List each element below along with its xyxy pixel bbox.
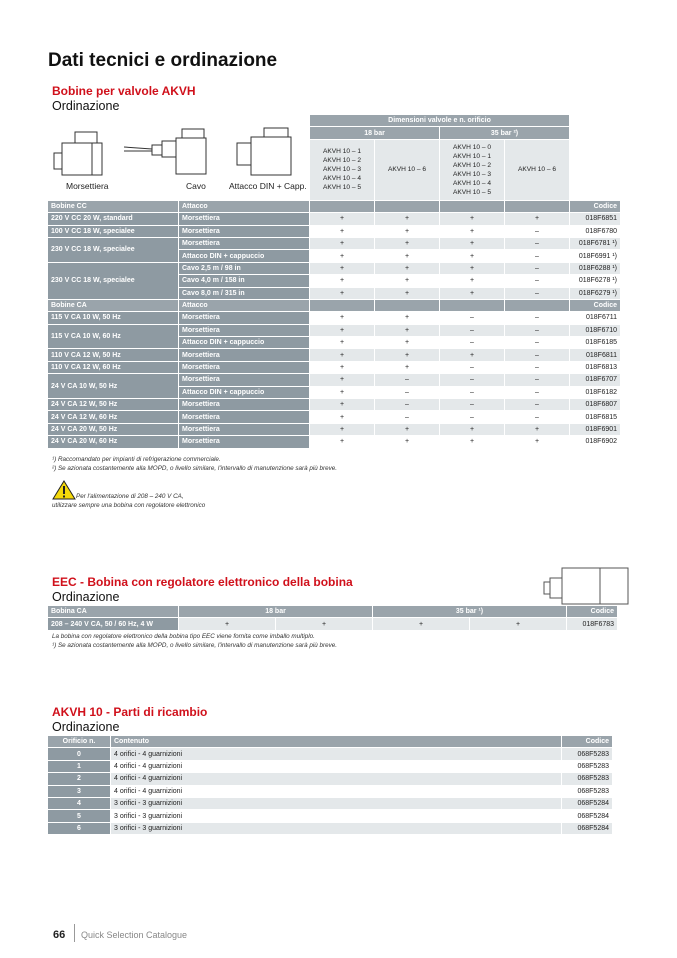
connection-type: Morsettiera	[179, 325, 309, 336]
header-attacco: Attacco	[179, 201, 309, 212]
availability-cell: +	[375, 250, 439, 261]
availability-cell: –	[505, 226, 569, 237]
availability-cell: +	[440, 349, 504, 360]
footnote-2: ²) Se azionata costantemente alla MOPD, o livello similare, l'intervallo di manutenzione sarà più breve.	[52, 465, 338, 472]
availability-cell: –	[440, 362, 504, 373]
connection-type: Morsettiera	[179, 436, 309, 447]
availability-cell: +	[310, 263, 374, 274]
availability-cell: –	[505, 411, 569, 422]
footer-divider	[74, 924, 75, 942]
coil-label: 230 V CC 18 W, specialee	[48, 263, 178, 299]
table-row	[48, 226, 620, 237]
availability-cell: +	[440, 238, 504, 249]
code-cell: 068F5283	[562, 748, 612, 759]
availability-cell: +	[440, 288, 504, 299]
availability-cell: +	[505, 436, 569, 447]
image-caption-morsettiera: Morsettiera	[66, 181, 109, 191]
availability-cell: +	[310, 226, 374, 237]
connection-type: Morsettiera	[179, 349, 309, 360]
coil-label: 115 V CA 10 W, 60 Hz	[48, 325, 178, 349]
code-cell: 018F6811	[570, 349, 620, 360]
footer-title: Quick Selection Catalogue	[81, 930, 188, 940]
availability-cell: +	[310, 238, 374, 249]
availability-cell: –	[440, 387, 504, 398]
code-cell: 018F6780	[570, 226, 620, 237]
availability-cell: –	[505, 362, 569, 373]
valve-sizes-18-b: AKVH 10 – 6	[375, 140, 439, 200]
code-cell: 018F6902	[570, 436, 620, 447]
orifice-number: 5	[48, 810, 110, 821]
availability-cell: –	[505, 374, 569, 385]
connection-type: Morsettiera	[179, 374, 309, 385]
footnotes-coils	[52, 455, 337, 473]
connection-type: Morsettiera	[179, 226, 309, 237]
header-empty	[310, 300, 374, 311]
availability-cell: –	[375, 374, 439, 385]
availability-cell: +	[310, 275, 374, 286]
availability-cell: +	[375, 238, 439, 249]
connection-type: Morsettiera	[179, 213, 309, 224]
code-cell: 018F6901	[570, 424, 620, 435]
content-cell: 4 orifici - 4 guarnizioni	[111, 773, 561, 784]
coil-label: 110 V CA 12 W, 60 Hz	[48, 362, 178, 373]
header-35-bar: 35 bar ²)	[440, 127, 569, 138]
code-cell: 018F6807	[570, 399, 620, 410]
code-cell: 068F5283	[562, 786, 612, 797]
code-cell: 018F6851	[570, 213, 620, 224]
header-orificio: Orificio n.	[48, 736, 110, 747]
image-caption-cavo: Cavo	[186, 181, 206, 191]
header-empty	[505, 300, 569, 311]
availability-cell: +	[440, 275, 504, 286]
availability-cell: –	[440, 312, 504, 323]
coil-label: 230 V CC 18 W, specialee	[48, 238, 178, 262]
availability-cell: –	[505, 349, 569, 360]
header-codice: Codice	[570, 201, 620, 212]
table-row	[48, 325, 620, 336]
table-row	[48, 786, 612, 797]
code-cell: 018F6707	[570, 374, 620, 385]
header-empty	[505, 201, 569, 212]
availability-cell: –	[375, 411, 439, 422]
table-row	[48, 213, 620, 224]
availability-cell: +	[440, 424, 504, 435]
availability-cell: +	[375, 263, 439, 274]
coil-label: 24 V CA 20 W, 50 Hz	[48, 424, 178, 435]
availability-cell: +	[310, 288, 374, 299]
availability-cell: +	[310, 374, 374, 385]
availability-cell: +	[310, 349, 374, 360]
image-caption-din: Attacco DIN + Capp.	[229, 181, 307, 191]
section-title-eec: EEC - Bobina con regolatore elettronico della bobina	[52, 575, 353, 589]
content-cell: 4 orifici - 4 guarnizioni	[111, 748, 561, 759]
valve-sizes-18-a: AKVH 10 – 1 AKVH 10 – 2 AKVH 10 – 3 AKVH 10 – 4 AKVH 10 – 5	[310, 140, 374, 200]
availability-cell: +	[375, 337, 439, 348]
warning-text-2: utilizzare sempre una bobina con regolatore elettronico	[52, 502, 206, 509]
note-2: ¹) Se azionata costantemente alla MOPD, o livello similare, l'intervallo di manutenzione sarà più breve.	[52, 642, 338, 649]
availability-cell: –	[505, 250, 569, 261]
connection-type: Morsettiera	[179, 312, 309, 323]
availability-cell: +	[310, 337, 374, 348]
code-cell: 068F5284	[562, 810, 612, 821]
connection-type: Cavo 2,5 m / 98 in	[179, 263, 309, 274]
table-row	[48, 773, 612, 784]
header-bobina-ca: Bobina CA	[48, 606, 178, 617]
note-1: La bobina con regolatore elettronico della bobina tipo EEC viene fornita come imballo multiplo.	[52, 633, 315, 640]
group-header-row	[48, 201, 620, 212]
header-codice: Codice	[570, 300, 620, 311]
coil-label: 24 V CA 20 W, 60 Hz	[48, 436, 178, 447]
orifice-number: 0	[48, 748, 110, 759]
warning-text-1: Per l'alimentazione di 208 – 240 V CA,	[76, 493, 184, 500]
table-row	[48, 618, 617, 629]
header-18-bar: 18 bar	[310, 127, 439, 138]
availability-cell: +	[375, 349, 439, 360]
coil-label: 110 V CA 12 W, 50 Hz	[48, 349, 178, 360]
orifice-number: 2	[48, 773, 110, 784]
valve-sizes-35-a: AKVH 10 – 0 AKVH 10 – 1 AKVH 10 – 2 AKVH 10 – 3 AKVH 10 – 4 AKVH 10 – 5	[440, 140, 504, 200]
content-cell: 4 orifici - 4 guarnizioni	[111, 786, 561, 797]
table-row	[48, 436, 620, 447]
cell-value: +	[470, 618, 566, 629]
content-cell: 3 orifici - 3 guarnizioni	[111, 798, 561, 809]
cell-value: +	[276, 618, 372, 629]
header-coil-type: Bobine CC	[48, 201, 178, 212]
availability-cell: –	[375, 387, 439, 398]
availability-cell: +	[310, 213, 374, 224]
availability-cell: +	[310, 325, 374, 336]
availability-cell: +	[505, 424, 569, 435]
availability-cell: +	[310, 436, 374, 447]
coil-illustrations	[52, 125, 302, 180]
availability-cell: –	[440, 325, 504, 336]
connection-type: Cavo 4,0 m / 158 in	[179, 275, 309, 286]
table-row	[48, 312, 620, 323]
availability-cell: –	[505, 263, 569, 274]
availability-cell: +	[375, 213, 439, 224]
orifice-number: 4	[48, 798, 110, 809]
availability-cell: –	[375, 399, 439, 410]
section-title-spare-parts: AKVH 10 - Parti di ricambio	[52, 705, 208, 719]
code-cell: 018F6710	[570, 325, 620, 336]
code-cell: 018F6279 ¹)	[570, 288, 620, 299]
section-subtitle: Ordinazione	[52, 99, 120, 113]
connection-type: Morsettiera	[179, 399, 309, 410]
availability-cell: –	[440, 374, 504, 385]
coil-label: 220 V CC 20 W, standard	[48, 213, 178, 224]
footnote-1: ¹) Raccomandato per impianti di refrigerazione commerciale.	[52, 456, 221, 463]
code-cell: 068F5284	[562, 798, 612, 809]
header-empty	[310, 201, 374, 212]
table-row	[48, 761, 612, 772]
code-cell: 018F6813	[570, 362, 620, 373]
availability-cell: +	[310, 362, 374, 373]
connection-type: Attacco DIN + cappuccio	[179, 337, 309, 348]
header-codice: Codice	[567, 606, 617, 617]
availability-cell: +	[310, 411, 374, 422]
availability-cell: +	[440, 250, 504, 261]
valve-sizes-35-b: AKVH 10 – 6	[505, 140, 569, 200]
table-row	[48, 810, 612, 821]
content-cell: 3 orifici - 3 guarnizioni	[111, 810, 561, 821]
cell-code: 018F6783	[567, 618, 617, 629]
table-row	[48, 424, 620, 435]
availability-cell: –	[440, 399, 504, 410]
header-18-bar: 18 bar	[179, 606, 372, 617]
availability-cell: +	[375, 226, 439, 237]
availability-cell: +	[375, 312, 439, 323]
header-attacco: Attacco	[179, 300, 309, 311]
connection-type: Morsettiera	[179, 362, 309, 373]
table-row	[48, 823, 612, 834]
connection-type: Morsettiera	[179, 424, 309, 435]
cell-value: +	[179, 618, 275, 629]
table-row	[48, 238, 620, 249]
coil-label: 24 V CA 12 W, 50 Hz	[48, 399, 178, 410]
code-cell: 018F6711	[570, 312, 620, 323]
header-empty	[375, 201, 439, 212]
connection-type: Morsettiera	[179, 411, 309, 422]
dimensions-header: Dimensioni valvole e n. orificio	[310, 115, 569, 126]
availability-cell: +	[310, 387, 374, 398]
availability-cell: –	[505, 275, 569, 286]
code-cell: 018F6815	[570, 411, 620, 422]
code-cell: 068F5283	[562, 773, 612, 784]
code-cell: 018F6278 ¹)	[570, 275, 620, 286]
code-cell: 018F6185	[570, 337, 620, 348]
table-row	[48, 374, 620, 385]
section-title-coils: Bobine per valvole AKVH	[52, 84, 196, 98]
orifice-number: 3	[48, 786, 110, 797]
availability-cell: +	[375, 275, 439, 286]
orifice-number: 6	[48, 823, 110, 834]
warning-icon	[52, 480, 76, 500]
footnotes-eec	[52, 632, 337, 650]
connection-type: Cavo 8,0 m / 315 in	[179, 288, 309, 299]
code-cell: 018F6991 ¹)	[570, 250, 620, 261]
availability-cell: +	[310, 399, 374, 410]
availability-cell: –	[505, 337, 569, 348]
spare-parts-table	[47, 735, 613, 835]
availability-cell: –	[505, 325, 569, 336]
code-cell: 018F6781 ¹)	[570, 238, 620, 249]
cell-value: +	[373, 618, 469, 629]
availability-cell: –	[440, 411, 504, 422]
availability-cell: –	[505, 399, 569, 410]
row-label: 208 – 240 V CA, 50 / 60 Hz, 4 W	[48, 618, 178, 629]
availability-cell: +	[375, 288, 439, 299]
coil-label: 24 V CA 12 W, 60 Hz	[48, 411, 178, 422]
availability-cell: +	[375, 436, 439, 447]
header-empty	[375, 300, 439, 311]
page-title: Dati tecnici e ordinazione	[48, 50, 278, 71]
table-row	[48, 349, 620, 360]
code-cell: 068F5283	[562, 761, 612, 772]
availability-cell: –	[505, 288, 569, 299]
header-empty	[440, 300, 504, 311]
header-35-bar: 35 bar ¹)	[373, 606, 566, 617]
availability-cell: +	[505, 213, 569, 224]
coil-label: 24 V CA 10 W, 50 Hz	[48, 374, 178, 398]
availability-cell: +	[375, 362, 439, 373]
availability-cell: +	[440, 436, 504, 447]
table-row	[48, 362, 620, 373]
availability-cell: –	[505, 387, 569, 398]
table-row	[48, 399, 620, 410]
section-subtitle: Ordinazione	[52, 720, 120, 734]
header-empty	[440, 201, 504, 212]
header-contenuto: Contenuto	[111, 736, 561, 747]
connection-type: Attacco DIN + cappuccio	[179, 387, 309, 398]
header-coil-type: Bobine CA	[48, 300, 178, 311]
content-cell: 4 orifici - 4 guarnizioni	[111, 761, 561, 772]
page-number: 66	[53, 929, 66, 941]
coil-label: 115 V CA 10 W, 50 Hz	[48, 312, 178, 323]
header-codice: Codice	[562, 736, 612, 747]
availability-cell: –	[505, 312, 569, 323]
availability-cell: +	[310, 250, 374, 261]
availability-cell: –	[440, 337, 504, 348]
code-cell: 018F6288 ¹)	[570, 263, 620, 274]
availability-cell: +	[375, 424, 439, 435]
connection-type: Attacco DIN + cappuccio	[179, 250, 309, 261]
table-row	[48, 748, 612, 759]
availability-cell: +	[310, 424, 374, 435]
availability-cell: +	[375, 325, 439, 336]
table-row	[48, 798, 612, 809]
availability-cell: –	[505, 238, 569, 249]
eec-coil-illustration	[540, 560, 630, 605]
code-cell: 068F5284	[562, 823, 612, 834]
coil-label: 100 V CC 18 W, specialee	[48, 226, 178, 237]
orifice-number: 1	[48, 761, 110, 772]
connection-type: Morsettiera	[179, 238, 309, 249]
availability-cell: +	[440, 226, 504, 237]
section-subtitle: Ordinazione	[52, 590, 120, 604]
content-cell: 3 orifici - 3 guarnizioni	[111, 823, 561, 834]
table-row	[48, 411, 620, 422]
eec-table	[47, 605, 618, 631]
table-row	[48, 263, 620, 274]
group-header-row	[48, 300, 620, 311]
availability-cell: +	[310, 312, 374, 323]
availability-cell: +	[440, 263, 504, 274]
code-cell: 018F6182	[570, 387, 620, 398]
availability-cell: +	[440, 213, 504, 224]
